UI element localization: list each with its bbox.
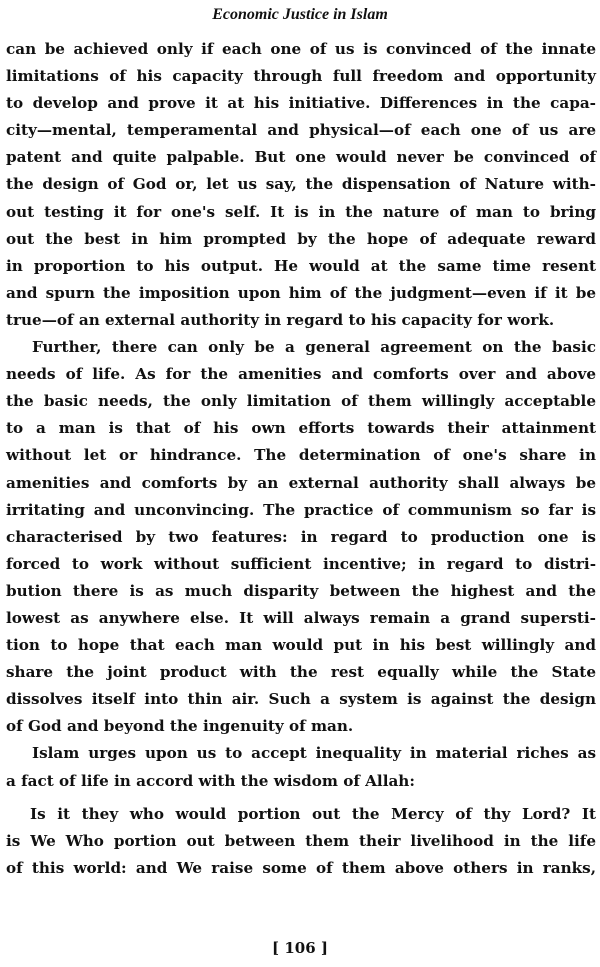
text-line: of God and beyond the ingenuity of man. <box>6 717 354 736</box>
text-line: out testing it for one's self. It is in the nature of man to bring <box>6 202 596 221</box>
paragraph-continuation <box>6 36 596 334</box>
text-line: the basic needs, the only limitation of them willingly acceptable <box>6 392 596 411</box>
text-line: a fact of life in accord with the wisdom of Allah: <box>6 771 415 790</box>
paragraph-inequality <box>6 740 596 794</box>
paragraph-communism <box>6 334 596 740</box>
text-line: to develop and prove it at his initiative. Differences in the capa- <box>6 94 596 113</box>
text-line: and spurn the imposition upon him of the judgment—even if it be <box>6 283 596 302</box>
quotation-block <box>6 801 596 882</box>
text-line: patent and quite palpable. But one would never be convinced of <box>6 148 596 167</box>
text-line: to a man is that of his own efforts towards their attainment <box>6 419 596 438</box>
text-line: amenities and comforts by an external authority shall always be <box>6 473 596 492</box>
text-line: Islam urges upon us to accept inequality in material riches as <box>32 744 596 763</box>
text-line: limitations of his capacity through full freedom and opportunity <box>6 67 596 86</box>
text-line: in proportion to his output. He would at the same time resent <box>6 256 596 275</box>
page-number: [ 106 ] <box>272 939 328 957</box>
text-line: Further, there can only be a general agreement on the basic <box>32 338 596 357</box>
running-header: Economic Justice in Islam <box>212 6 388 23</box>
text-line: is We Who portion out between them their livelihood in the life <box>6 831 596 850</box>
text-line: Is it they who would portion out the Mercy of thy Lord? It <box>30 804 596 823</box>
text-line: lowest as anywhere else. It will always remain a grand supersti- <box>6 608 596 627</box>
text-line: of this world: and We raise some of them above others in ranks, <box>6 858 596 877</box>
text-line: irritating and unconvincing. The practice of communism so far is <box>6 500 596 519</box>
text-line: characterised by two features: in regard to production one is <box>6 527 596 546</box>
text-line: share the joint product with the rest equally while the State <box>6 663 596 682</box>
text-line: needs of life. As for the amenities and comforts over and above <box>6 365 596 384</box>
text-line: forced to work without sufficient incentive; in regard to distri- <box>6 554 596 573</box>
text-line: out the best in him prompted by the hope of adequate reward <box>6 229 596 248</box>
text-line: dissolves itself into thin air. Such a system is against the design <box>6 690 596 709</box>
text-line: true—of an external authority in regard to his capacity for work. <box>6 310 555 329</box>
text-line: city—mental, temperamental and physical—of each one of us are <box>6 121 596 140</box>
body-text <box>6 36 596 882</box>
text-line: the design of God or, let us say, the dispensation of Nature with- <box>6 175 596 194</box>
text-line: tion to hope that each man would put in his best willingly and <box>6 636 596 655</box>
text-line: without let or hindrance. The determination of one's share in <box>6 446 596 465</box>
text-line: bution there is as much disparity between the highest and the <box>6 581 596 600</box>
text-line: can be achieved only if each one of us is convinced of the innate <box>6 40 596 58</box>
